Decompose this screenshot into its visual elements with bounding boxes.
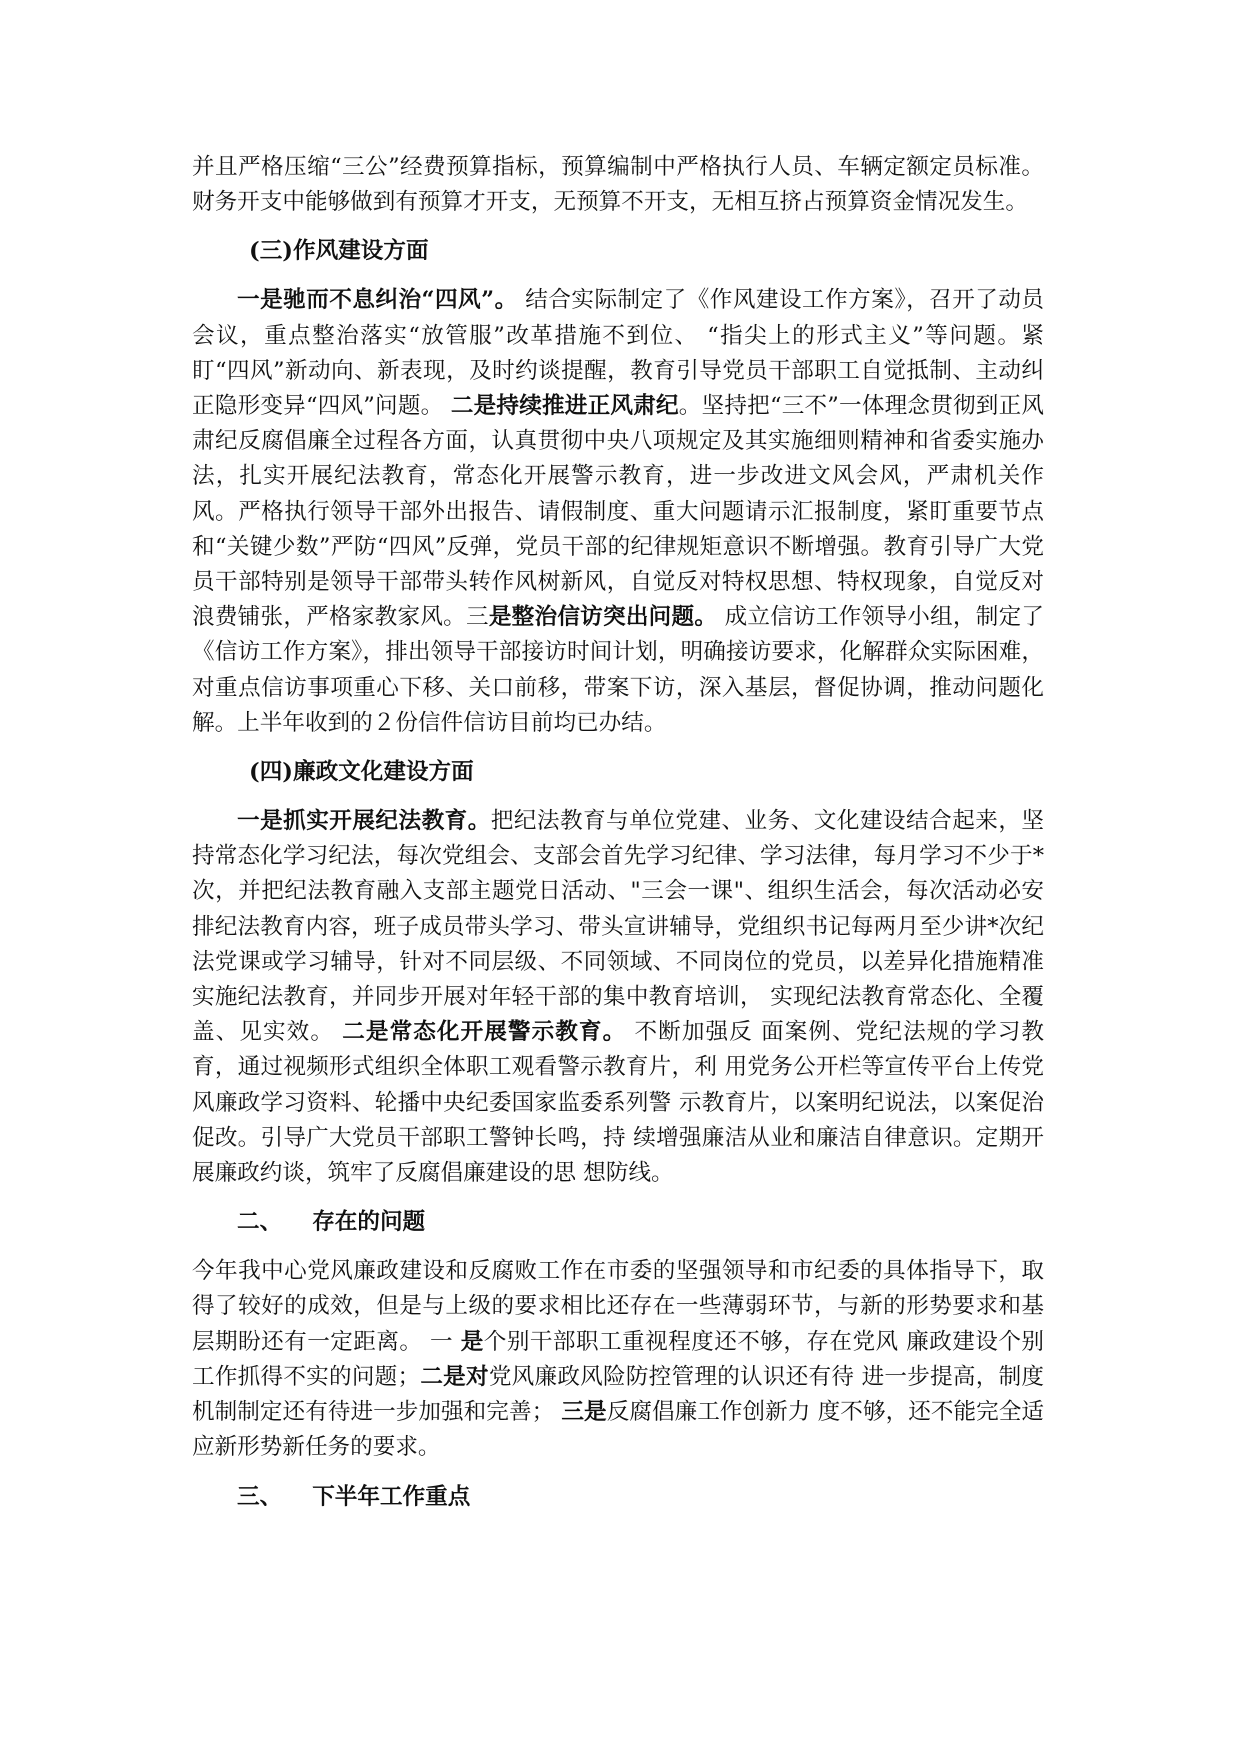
integrity-culture-paragraph (192, 804, 1044, 1191)
body-text: 个别干部职工重视程度还不够，存在党风 廉政建设个别工作抓得不实的问题； (192, 1328, 1044, 1390)
work-style-paragraph (192, 283, 1044, 741)
body-text: 成立信访工作领导小组，制定了《信访工作方案》，排出领导干部接访时间计划，明确接访要求，化解群众实际困难，对重点信访事项重心下移、关口前移，带案下访，深入基层，督促协调，推动问题化解。上半年收到的２份信件信访目前均已办结。 (192, 604, 1044, 736)
lead-phrase: 一是抓实开展纪法教育。 (237, 808, 491, 835)
body-text: 党风廉政风险防控管理的认识还有待 进一步提高，制度机制制定还有待进一步加强和完善； (192, 1363, 1045, 1426)
part-heading-problems (192, 1205, 1044, 1240)
lead-phrase: 是 (460, 1328, 484, 1355)
lead-phrase: 是整治信访突出问题。 (488, 604, 718, 631)
body-text: 不断加强反 面案例、党纪法规的学习教育，通过视频形式组织全体职工观看警示教育片，利 用党务公开栏等宣传平台上传党风廉政学习资料、轮播中央纪委国家监委系列警 示教育片，以案明纪说法，以案促治促改。引导广大党员干部职工警钟长鸣，持 续增强廉洁从业和廉洁自律意识。定期开展廉政约谈，筑牢了反腐倡廉建设的思 想防线。 (192, 1019, 1044, 1187)
lead-phrase: 二是常态化开展警示教育。 (342, 1019, 627, 1046)
part-title: 存在的问题 (312, 1209, 426, 1236)
body-text: 。坚持把“三不”一体理念贯彻到正风肃纪反腐倡廉全过程各方面，认真贯彻中央八项规定及其实施细则精神和省委实施办法，扎实开展纪法教育，常态化开展警示教育，进一步改进文风会风，严肃机关作风。严格执行领导干部外出报告、请假制度、重大问题请示汇报制度，紧盯重要节点和“关键少数”严防“四风”反弹，党员干部的纪律规矩意识不断增强。教育引导广大党员干部特别是领导干部带头转作风树新风，自觉反对特权思想、特权现象，自觉反对浪费铺张，严格家教家风。三 (192, 393, 1044, 631)
part-number: 二、 (237, 1209, 283, 1236)
part-title: 下半年工作重点 (312, 1483, 471, 1510)
part-heading-next-half-focus (192, 1480, 1044, 1515)
part-number: 三、 (237, 1483, 283, 1510)
body-text: 今年我中心党风廉政建设和反腐败工作在市委的坚强领导和市纪委的具体指导下，取得了较好的成效，但是与上级的要求相比还存在一些薄弱环节，与新的形势要求和基层期盼还有一定距离。 一 (192, 1258, 1044, 1355)
lead-phrase: 二是对 (420, 1363, 489, 1390)
section-heading-integrity-culture: (四)廉政文化建设方面 (249, 759, 474, 786)
problems-paragraph (192, 1254, 1044, 1465)
continuation-paragraph: 并且严格压缩“三公”经费预算指标，预算编制中严格执行人员、车辆定额定员标准。财务开支中能够做到有预算才开支，无预算不开支，无相互挤占预算资金情况发生。 (192, 154, 1044, 216)
document-body (192, 150, 1044, 1529)
section-heading-work-style: (三)作风建设方面 (249, 238, 429, 265)
body-text: 结合实际制定了《作风建设工作方案》，召开了动员会议，重点整治落实“放管服”改革措施不到位、 “指尖上的形式主义”等问题。紧盯“四风”新动向、新表现，及时约谈提醒，教育引导党员干部职工自觉抵制、主动纠正隐形变异“四风”问题。 (192, 287, 1044, 420)
body-text: 把纪法教育与单位党建、业务、文化建设结合起来，坚持常态化学习纪法，每次党组会、支部会首先学习纪律、学习法律，每月学习不少于*次，并把纪法教育融入支部主题党日活动、"三会一课"、组织生活会，每次活动必安排纪法教育内容，班子成员带头学习、带头宣讲辅导，党组织书记每两月至少讲*次纪法党课或学习辅导，针对不同层级、不同领域、不同岗位的党员，以差异化措施精准实施纪法教育，并同步开展对年轻干部的集中教育培训， 实现纪法教育常态化、全覆盖、见实效。 (192, 808, 1045, 1046)
lead-phrase: 一是驰而不息纠治“四风”。 (237, 287, 518, 314)
body-text: 反腐倡廉工作创新力 度不够，还不能完全适应新形势新任务的要求。 (192, 1399, 1045, 1461)
lead-phrase: 二是持续推进正风肃纪 (450, 393, 679, 420)
lead-phrase: 三是 (561, 1399, 607, 1426)
